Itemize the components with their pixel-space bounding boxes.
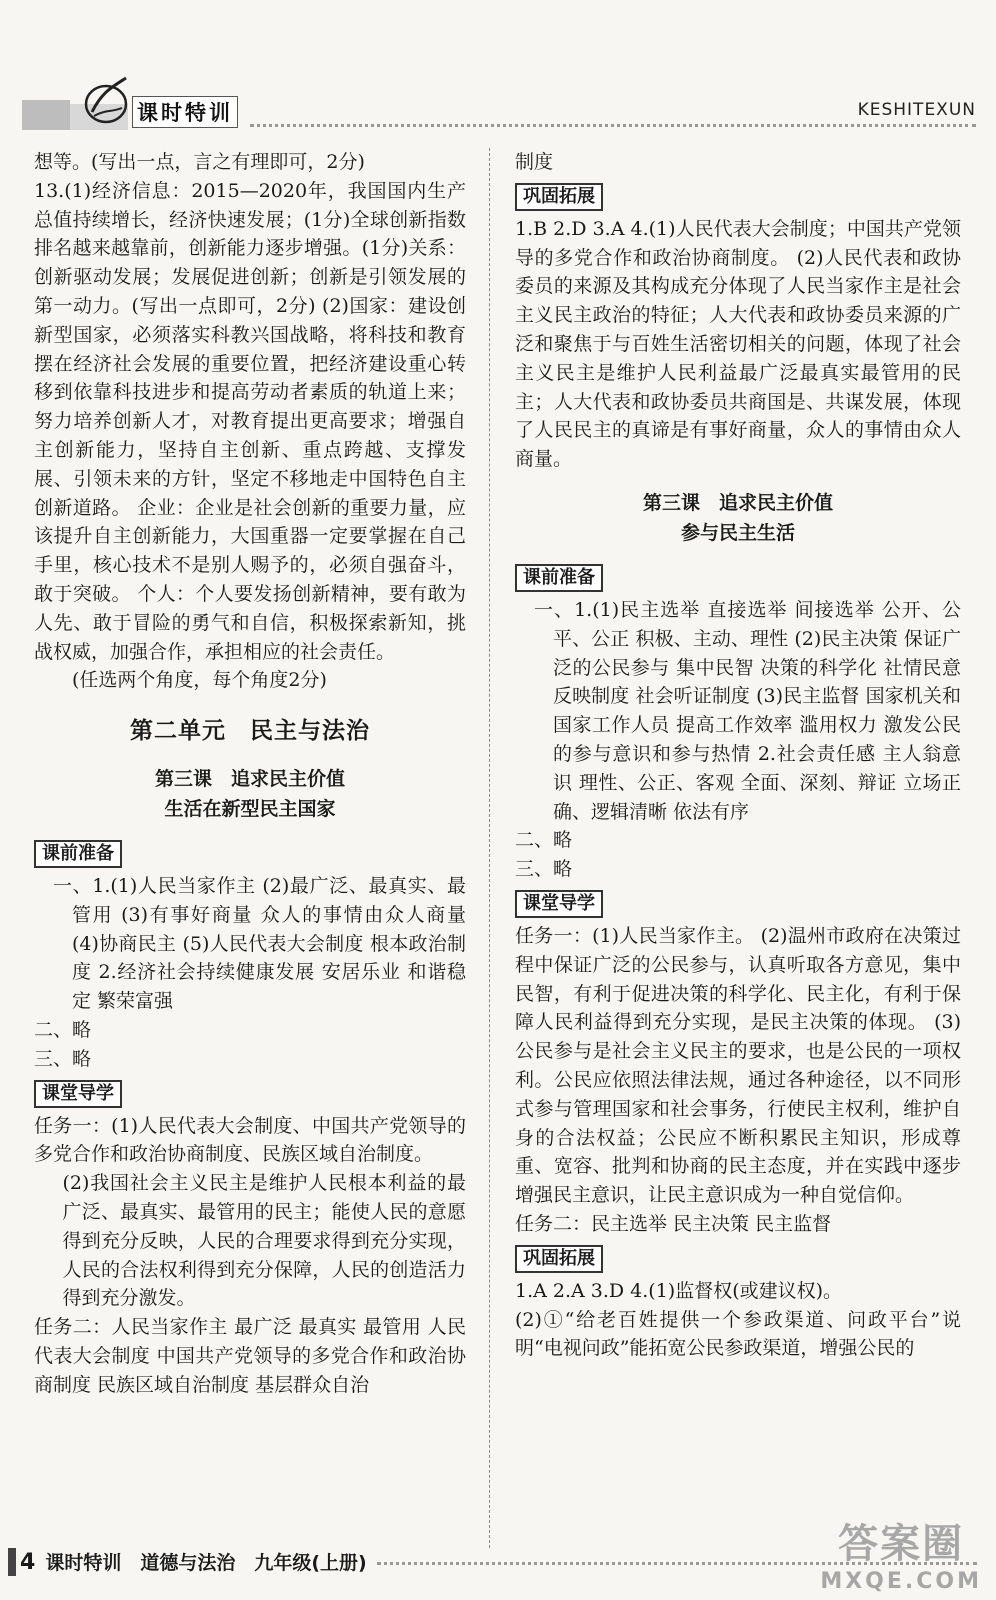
section-label: 课前准备 bbox=[515, 564, 603, 592]
header-dotted-rule bbox=[250, 124, 976, 127]
unit-title: 第二单元 民主与法治 bbox=[130, 718, 370, 745]
section-label: 课堂导学 bbox=[34, 1080, 122, 1108]
answer-line: 三、略 bbox=[34, 1047, 92, 1070]
footer-title: 课时特训 道德与法治 九年级(上册) bbox=[45, 1552, 367, 1574]
section-label: 巩固拓展 bbox=[515, 183, 603, 211]
right-column bbox=[515, 148, 961, 1363]
site-watermark bbox=[820, 1512, 982, 1594]
answer-line: 二、略 bbox=[34, 1018, 92, 1041]
answer-13: 13.(1)经济信息：2015—2020年，我国国内生产总值持续增长，经济快速发展；(1分)全球创新指数排名越来越靠前，创新能力逐步增强。(1分)关系：创新驱动发展；发展促进创新；创新是引领发展的第一动力。(写出一点即可，2分) (2)国家：建设创新型国家，必须落实科教兴国战略，将科技和教育摆在经济社会发展的重要位置，把经济建设重心转移到依靠科技进步和提高劳动者素质的轨道上来；努力培养创新人才，对教育提出更高要求；增强自主创新能力，坚持自主创新、重点跨越、支撑发展、引领未来的方针，坚定不移地走中国特色自主创新道路。 企业：企业是社会创新的重要力量，应该提升自主创新能力，大国重器一定要掌握在自己手里，核心技术不是别人赐予的，必须自强奋斗，敢于突破。 个人：个人要发扬创新精神，要有敢为人先、敢于冒险的勇气和自信，积极探索新知，挑战权威，加强合作，承担相应的社会责任。 bbox=[34, 179, 466, 663]
lesson-heading bbox=[34, 764, 466, 824]
answer-line: 任务二：民主选举 民主决策 民主监督 bbox=[515, 1212, 832, 1235]
footer-bar bbox=[8, 1548, 16, 1576]
paragraph: 制度 bbox=[515, 151, 554, 173]
section-label: 巩固拓展 bbox=[515, 1245, 603, 1273]
watermark-url: MXQE.COM bbox=[820, 1569, 982, 1594]
column-divider bbox=[489, 148, 490, 1548]
page-number: 4 bbox=[20, 1550, 36, 1575]
left-column bbox=[34, 148, 466, 1399]
answer-block: 一、1.(1)民主选举 直接选举 间接选举 公开、公平、公正 积极、主动、理性 (2)民主决策 保证广泛的公民参与 集中民智 决策的科学化 社情民意反映制度 社会听证制度 (3)民主监督 国家机关和国家工作人员 提高工作效率 滥用权力 激发公民的参与意识和参与热情 2.社会责任感 主人翁意识 理性、公正、客观 全面、深刻、辩证 立场正确、逻辑清晰 依法有序 bbox=[534, 598, 961, 823]
answer-block: (2)①“给老百姓提供一个参政渠道、问政平台”说明“电视问政”能拓宽公民参政渠道，增强公民的 bbox=[515, 1308, 961, 1360]
section-label: 课堂导学 bbox=[515, 890, 603, 918]
lesson-title: 第三课 追求民主价值 bbox=[642, 491, 833, 514]
pen-logo-icon bbox=[82, 72, 132, 128]
lesson-title: 第三课 追求民主价值 bbox=[154, 767, 345, 790]
answer-block: 任务一：(1)人民代表大会制度、中国共产党领导的多党合作和政治协商制度、民族区域自治制度。 bbox=[34, 1114, 466, 1166]
answer-block: 1.B 2.D 3.A 4.(1)人民代表大会制度；中国共产党领导的多党合作和政治协商制度。 (2)人民代表和政协委员的来源及其构成充分体现了人民当家作主是社会主义民主政治的特征；人大代表和政协委员来源的广泛和聚焦于与百姓生活密切相关的问题，体现了社会主义民主是维护人民利益最广泛最真实最管用的民主；人大代表和政协委员共商国是、共谋发展，体现了人民民主的真谛是有事好商量，众人的事情由众人商量。 bbox=[515, 217, 961, 471]
answer-line: 二、略 bbox=[515, 829, 573, 852]
watermark-logo-text: 答案圈 bbox=[838, 1521, 965, 1567]
lesson-subtitle: 生活在新型民主国家 bbox=[164, 797, 336, 820]
header-bar bbox=[22, 100, 70, 130]
brand-pinyin: KESHITEXUN bbox=[857, 100, 976, 120]
paragraph: 想等。(写出一点，言之有理即可，2分) bbox=[34, 151, 365, 173]
answer-block: 一、1.(1)人民当家作主 (2)最广泛、最真实、最管用 (3)有事好商量 众人的事情由众人商量 (4)协商民主 (5)人民代表大会制度 根本政治制度 2.经济社会持续健康发展 安居乐业 和谐稳定 繁荣富强 bbox=[53, 874, 466, 1013]
answer-block: 任务二：人民当家作主 最广泛 最真实 最管用 人民代表大会制度 中国共产党领导的多党合作和政治协商制度 民族区域自治制度 基层群众自治 bbox=[34, 1316, 466, 1396]
page-header bbox=[0, 0, 996, 140]
paragraph-note: (任选两个角度，每个角度2分) bbox=[72, 669, 327, 692]
answer-line: 1.A 2.A 3.D 4.(1)监督权(或建议权)。 bbox=[515, 1279, 843, 1302]
answer-line: 三、略 bbox=[515, 858, 573, 881]
lesson-subtitle: 参与民主生活 bbox=[680, 521, 795, 544]
answer-block: (2)我国社会主义民主是维护人民根本利益的最广泛、最真实、最管用的民主；能使人民的意愿得到充分反映，人民的合理要求得到充分实现，人民的合法权利得到充分保障，人民的创造活力得到充分激发。 bbox=[62, 1172, 466, 1310]
brand-title: 课时特训 bbox=[132, 96, 238, 128]
section-label: 课前准备 bbox=[34, 840, 122, 868]
lesson-heading bbox=[515, 488, 961, 548]
answer-block: 任务一：(1)人民当家作主。 (2)温州市政府在决策过程中保证广泛的公民参与，认真听取各方意见，集中民智，有利于促进决策的科学化、民主化，有利于保障人民利益得到充分实现，是民主决策的体现。 (3)公民参与是社会主义民主的要求，也是公民的一项权利。公民应依照法律法规，通过各种途径，以不同形式参与管理国家和社会事务，行使民主权利，维护自身的合法权益；公民应不断积累民主知识，形成尊重、宽容、批判和协商的民主态度，并在实践中逐步增强民主意识，让民主意识成为一种自觉信仰。 bbox=[515, 924, 961, 1207]
